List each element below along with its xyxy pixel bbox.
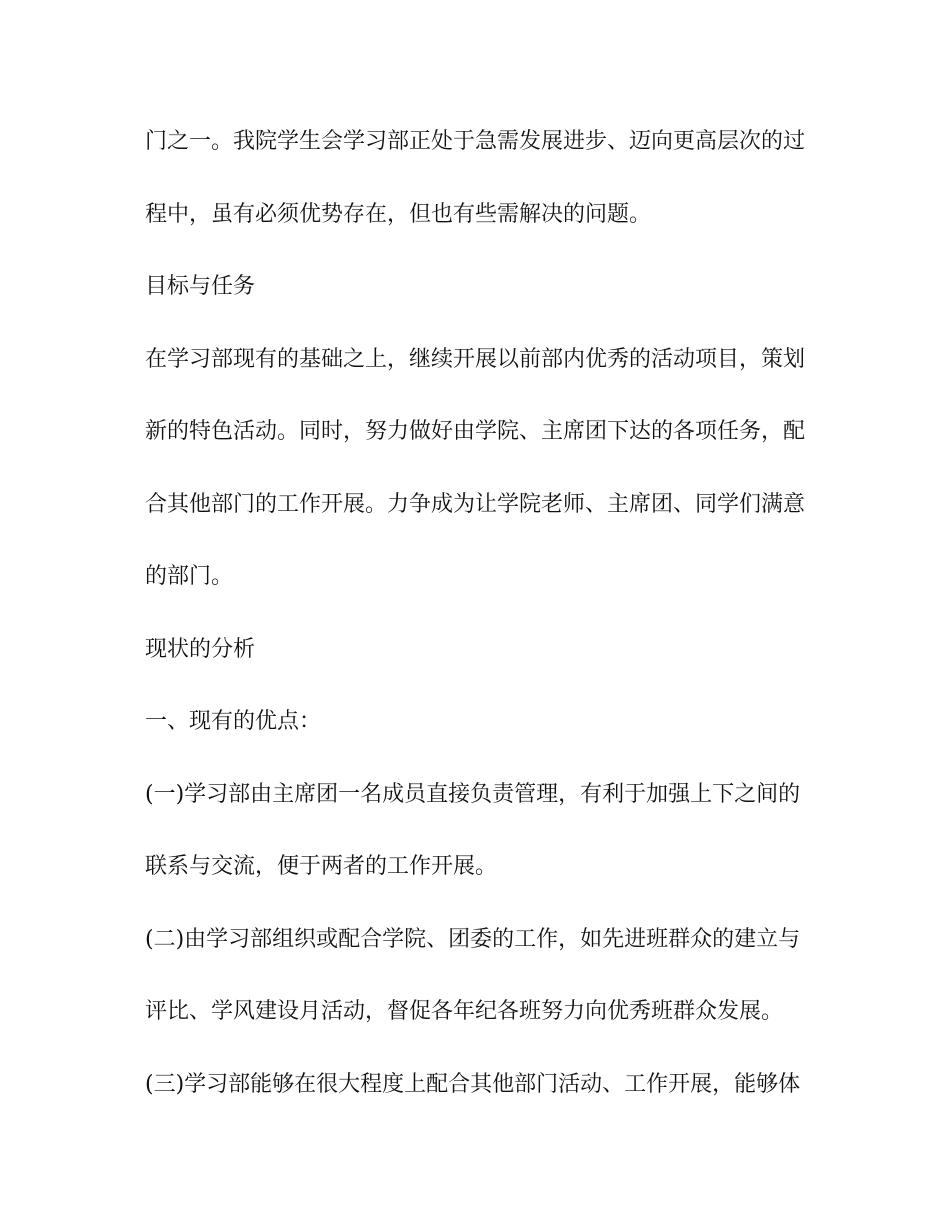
paragraph-line: 新的特色活动。同时，努力做好由学院、主席团下达的各项任务，配: [145, 419, 805, 444]
list-item-line: (三)学习部能够在很大程度上配合其他部门活动、工作开展，能够体: [145, 1071, 801, 1097]
paragraph-line: 程中，虽有必须优势存在，但也有些需解决的问题。: [145, 201, 652, 227]
document-body: [145, 106, 805, 1121]
paragraph-line: 在学习部现有的基础之上，继续开展以前部内优秀的活动项目，策划: [145, 346, 805, 372]
list-item-line: 联系与交流，便于两者的工作开展。: [145, 854, 498, 879]
paragraph-line: 合其他部门的工作开展。力争成为让学院老师、主席团、同学们满意: [145, 491, 805, 517]
list-item-line: (一)学习部由主席团一名成员直接负责管理，有利于加强上下之间的: [145, 781, 801, 807]
paragraph-line: 的部门。: [145, 564, 234, 589]
paragraph-line: 门之一。我院学生会学习部正处于急需发展进步、迈向更高层次的过: [145, 129, 805, 154]
list-item-line: 评比、学风建设月活动，督促各年纪各班努力向优秀班群众发展。: [145, 999, 784, 1024]
section-heading: 目标与任务: [145, 274, 256, 299]
list-item-line: (二)由学习部组织或配合学院、团委的工作，如先进班群众的建立与: [145, 926, 801, 952]
subsection-heading: 一、现有的优点：: [145, 709, 322, 734]
section-heading: 现状的分析: [145, 636, 256, 662]
